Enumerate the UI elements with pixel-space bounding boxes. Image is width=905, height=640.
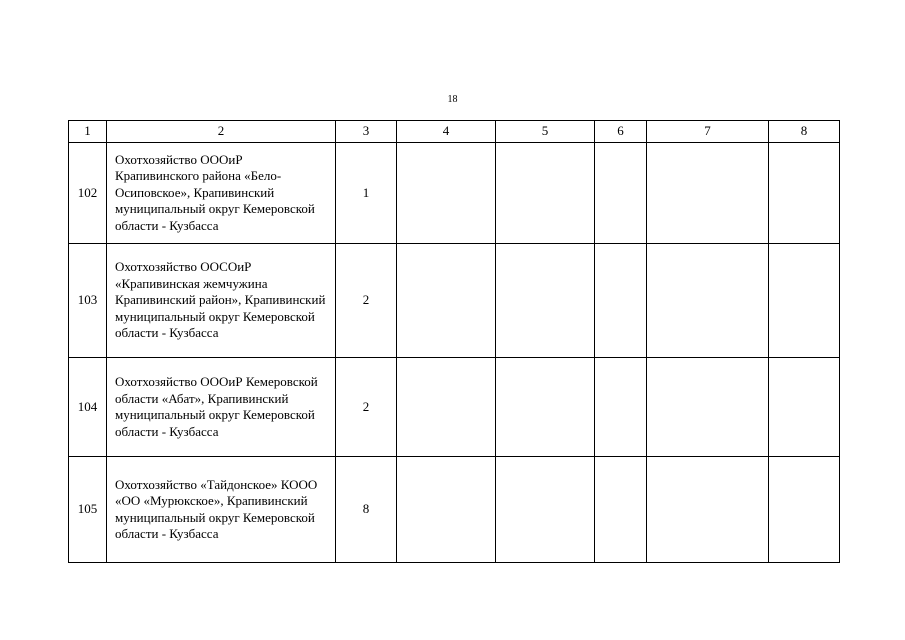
table-cell — [496, 143, 595, 244]
row-number: 105 — [69, 457, 107, 563]
table-cell — [647, 244, 769, 358]
table-cell — [647, 457, 769, 563]
table-cell — [595, 143, 647, 244]
table-cell — [595, 244, 647, 358]
table-cell — [647, 143, 769, 244]
table-cell — [496, 457, 595, 563]
column-header: 4 — [397, 121, 496, 143]
table-row — [69, 143, 840, 244]
table-cell — [769, 457, 840, 563]
column-header: 2 — [107, 121, 336, 143]
row-number: 104 — [69, 358, 107, 457]
column-header: 3 — [336, 121, 397, 143]
column-header: 8 — [769, 121, 840, 143]
table-row — [69, 244, 840, 358]
data-table — [68, 120, 840, 563]
hunting-ground-name: Охотхозяйство ОООиР Крапивинского района «Бело-Осиповское», Крапивинский муниципальный округ Кемеровской области - Кузбасса — [107, 143, 336, 244]
table-cell — [397, 244, 496, 358]
table-row — [69, 358, 840, 457]
table-cell — [496, 358, 595, 457]
hunting-ground-name: Охотхозяйство ООСОиР «Крапивинская жемчужина Крапивинский район», Крапивинский муниципальный округ Кемеровской области - Кузбасса — [107, 244, 336, 358]
table-cell — [769, 244, 840, 358]
hunting-ground-name: Охотхозяйство «Тайдонское» КООО «ОО «Мурюкское», Крапивинский муниципальный округ Кемеровской области - Кузбасса — [107, 457, 336, 563]
table-cell — [769, 143, 840, 244]
column-header: 5 — [496, 121, 595, 143]
column-header: 7 — [647, 121, 769, 143]
quantity-cell: 8 — [336, 457, 397, 563]
table-cell — [397, 457, 496, 563]
table-row — [69, 457, 840, 563]
table-cell — [769, 358, 840, 457]
page-number: 18 — [447, 94, 458, 105]
row-number: 103 — [69, 244, 107, 358]
table-cell — [496, 244, 595, 358]
table-cell — [647, 358, 769, 457]
quantity-cell: 2 — [336, 358, 397, 457]
quantity-cell: 1 — [336, 143, 397, 244]
table-cell — [397, 143, 496, 244]
table-cell — [595, 457, 647, 563]
table-cell — [397, 358, 496, 457]
column-header: 1 — [69, 121, 107, 143]
table-cell — [595, 358, 647, 457]
table-header-row — [69, 121, 840, 143]
column-header: 6 — [595, 121, 647, 143]
row-number: 102 — [69, 143, 107, 244]
quantity-cell: 2 — [336, 244, 397, 358]
hunting-ground-name: Охотхозяйство ОООиР Кемеровской области «Абат», Крапивинский муниципальный округ Кемеровской области - Кузбасса — [107, 358, 336, 457]
